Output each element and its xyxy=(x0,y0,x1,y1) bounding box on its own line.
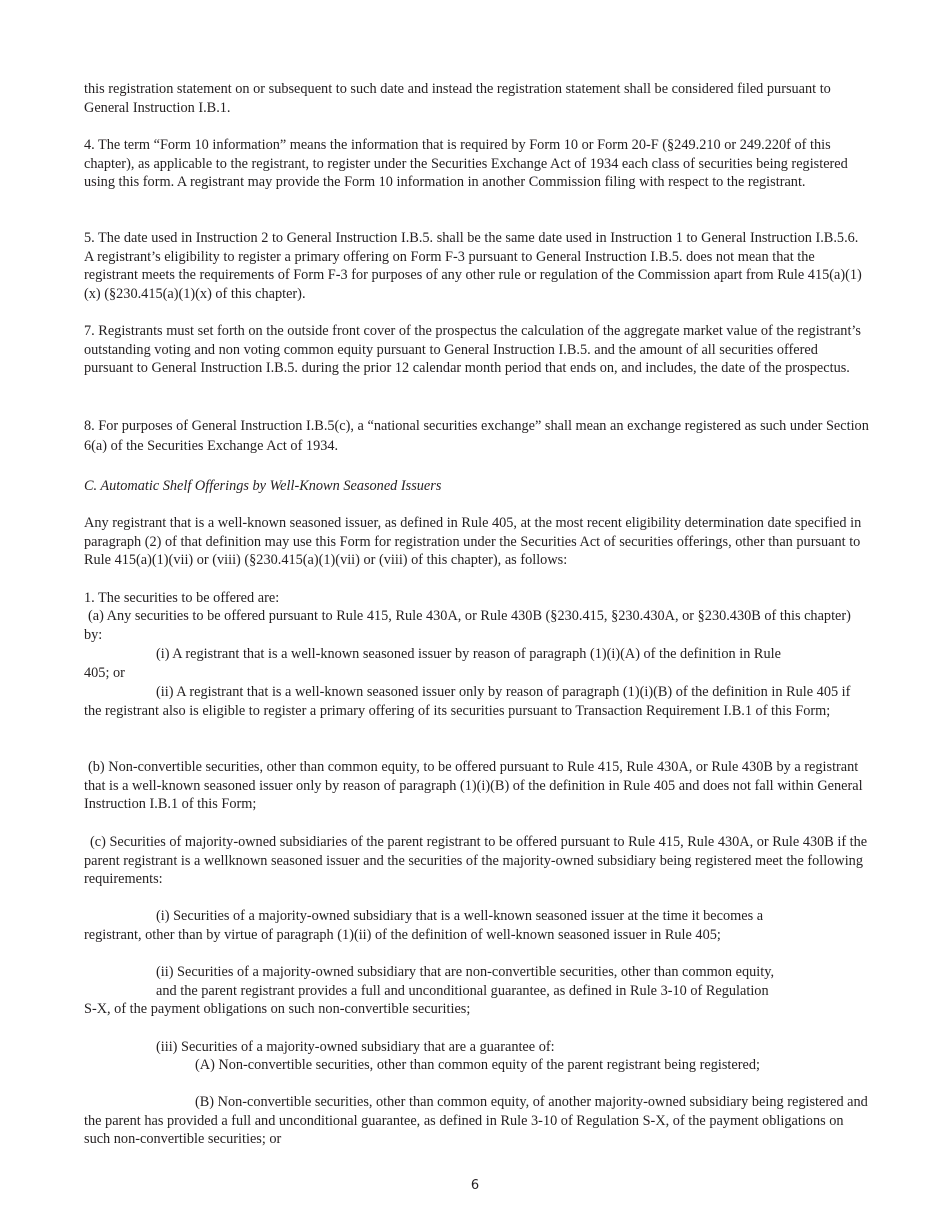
item-1-c-ii-line-2: and the parent registrant provides a full and unconditional guarantee, as defined in Rule 3-10 of Regulation xyxy=(156,983,769,999)
item-1-a-ii: (ii) A registrant that is a well-known seasoned issuer only by reason of paragraph (1)(i)(B) of the definition in Rule 405 if the registrant also is eligible to register a primary offering of its securities pursuant to Transaction Requirement I.B.1 of this Form; xyxy=(84,684,851,719)
item-1-c-iii-B: (B) Non-convertible securities, other than common equity, of another majority-owned subsidiary being registered and the parent has provided a full and unconditional guarantee, as defined in Rule 3-10 of Regulation S-X, of the payment obligations on such non-convertible securities; or xyxy=(84,1094,868,1147)
section-intro: Any registrant that is a well-known seasoned issuer, as defined in Rule 405, at the most recent eligibility determination date specified in paragraph (2) of that definition may use this Form for registration under the Securities Act of securities offerings, other than pursuant to Rule 415(a)(1)(vii) or (viii) (§230.415(a)(1)(vii) or (viii) of this chapter), as follows: xyxy=(84,515,862,568)
item-1-b: (b) Non-convertible securities, other than common equity, to be offered pursuant to Rule 415, Rule 430A, or Rule 430B by a registrant that is a well-known seasoned issuer only by reason of paragraph (1)(i)(B) of the definition in Rule 405 and does not fall within General Instruction I.B.1 of this Form; xyxy=(84,759,863,812)
paragraph-instruction-7: 7. Registrants must set forth on the outside front cover of the prospectus the calculation of the aggregate market value of the registrant’s outstanding voting and non voting common equity pursuant to General Instruction I.B.5. and the amount of all securities offered pursuant to General Instruction I.B.5. during the prior 12 calendar month period that ends on, and includes, the date of the prospectus. xyxy=(84,323,861,376)
item-1-a-i: (i) A registrant that is a well-known seasoned issuer by reason of paragraph (1)(i)(A) of the definition in Rule 405; or xyxy=(84,646,781,681)
paragraph-instruction-8: 8. For purposes of General Instruction I.B.5(c), a “national securities exchange” shall mean an exchange registered as such under Section 6(a) of the Securities Exchange Act of 1934. xyxy=(84,418,869,454)
paragraph-instruction-4: 4. The term “Form 10 information” means the information that is required by Form 10 or Form 20-F (§249.210 or 249.220f of this chapter), as applicable to the registrant, to register under the Securities Exchange Act of 1934 each class of securities being registered using this form. A registrant may provide the Form 10 information in another Commission filing with respect to the registrant. xyxy=(84,137,848,190)
item-1-c: (c) Securities of majority-owned subsidiaries of the parent registrant to be offered pursuant to Rule 415, Rule 430A, or Rule 430B if the parent registrant is a wellknown seasoned issuer and the securities of the majority-owned subsidiary being registered meet the following requirements: xyxy=(84,834,868,887)
paragraph-continuation: this registration statement on or subsequent to such date and instead the registration statement shall be considered filed pursuant to General Instruction I.B.1. xyxy=(84,81,831,116)
section-heading: C. Automatic Shelf Offerings by Well-Known Seasoned Issuers xyxy=(84,478,442,494)
item-1-c-i: (i) Securities of a majority-owned subsidiary that is a well-known seasoned issuer at the time it becomes a registrant, other than by virtue of paragraph (1)(ii) of the definition of well-known seasoned issuer in Rule 405; xyxy=(84,908,764,943)
paragraph-instruction-5: 5. The date used in Instruction 2 to General Instruction I.B.5. shall be the same date used in Instruction 1 to General Instruction I.B.5.6. A registrant’s eligibility to register a primary offering on Form F-3 pursuant to General Instruction I.B.5. does not mean that the registrant meets the requirements of Form F-3 for purposes of any other rule or regulation of the Commission apart from Rule 415(a)(1)(x) (§230.415(a)(1)(x) of this chapter). xyxy=(84,230,862,302)
page-number: 6 xyxy=(470,1178,480,1193)
item-1: 1. The securities to be offered are: xyxy=(84,590,280,606)
item-1-a: (a) Any securities to be offered pursuant to Rule 415, Rule 430A, or Rule 430B (§230.415, §230.430A, or §230.430B of this chapter) by: xyxy=(84,608,851,643)
item-1-c-ii-line-1: (ii) Securities of a majority-owned subsidiary that are non-convertible securities, other than common equity, xyxy=(156,964,775,980)
item-1-c-iii-A: (A) Non-convertible securities, other than common equity of the parent registrant being registered; xyxy=(195,1057,760,1073)
item-1-c-ii-line-3: S-X, of the payment obligations on such non-convertible securities; xyxy=(84,1001,471,1017)
item-1-c-iii: (iii) Securities of a majority-owned subsidiary that are a guarantee of: xyxy=(156,1039,555,1055)
